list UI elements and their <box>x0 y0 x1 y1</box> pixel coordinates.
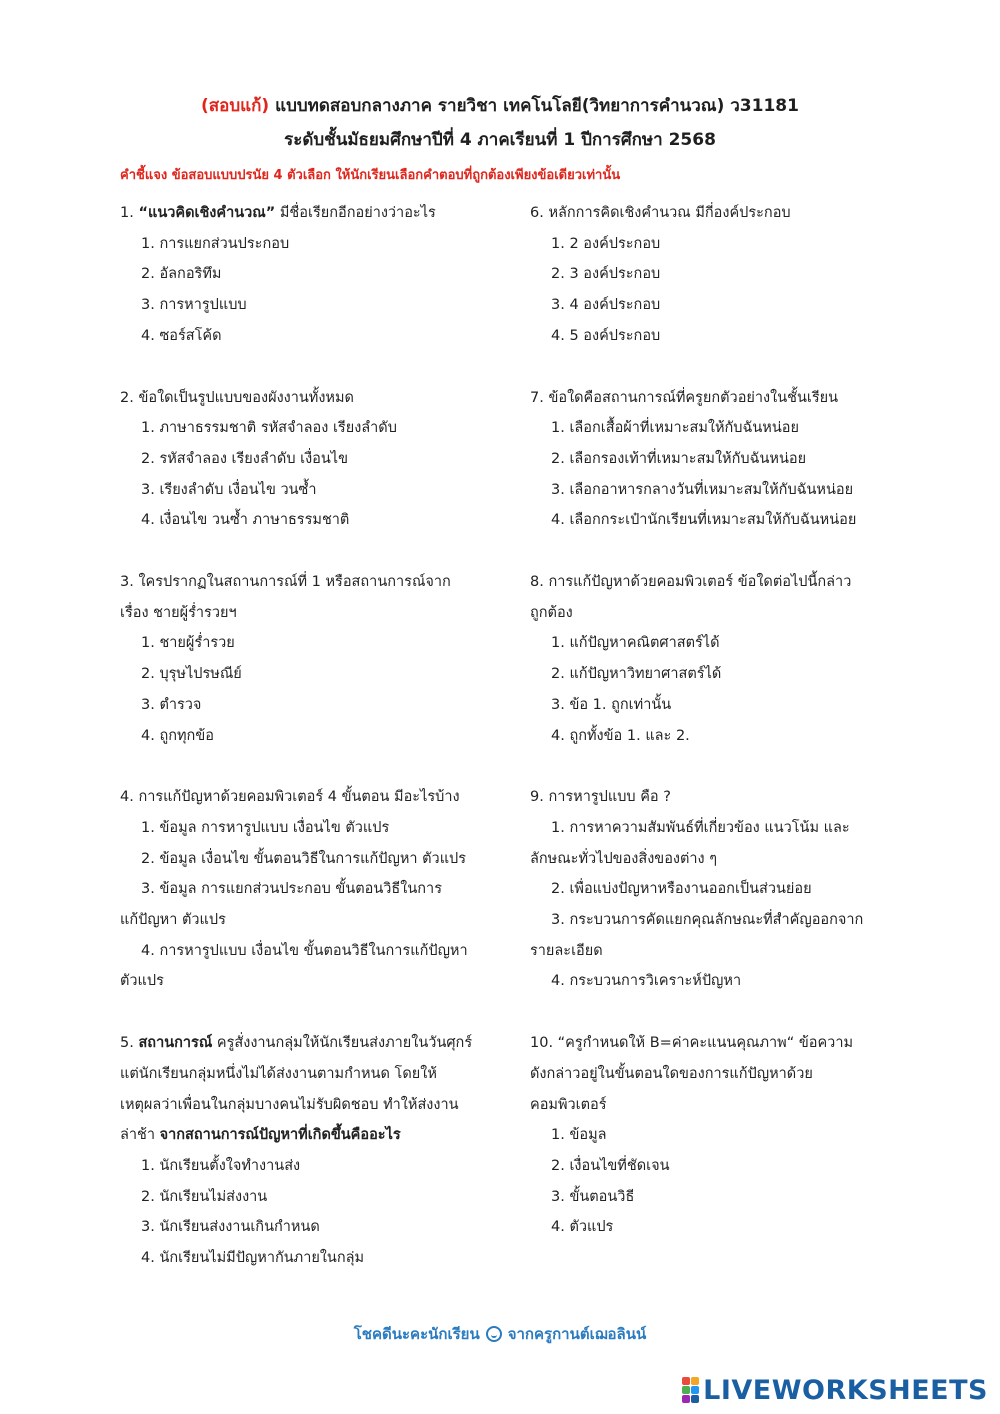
question-text: 9. การหารูปแบบ คือ ? <box>530 789 671 806</box>
logo-text: LIVEWORKSHEETS <box>703 1374 988 1406</box>
answer-option[interactable]: 1. แก้ปัญหาคณิตศาสตร์ได้ <box>551 635 720 652</box>
answer-option-cont[interactable]: รายละเอียด <box>530 942 603 959</box>
question-text: 4. การแก้ปัญหาด้วยคอมพิวเตอร์ 4 ขั้นตอน มีอะไรบ้าง <box>120 789 460 806</box>
answer-option[interactable]: 3. นักเรียนส่งงานเกินกำหนด <box>141 1219 320 1236</box>
logo-block <box>682 1386 690 1394</box>
question-text-cont: แต่นักเรียนกลุ่มหนึ่งไม่ได้ส่งงานตามกำหนด โดยให้ <box>120 1065 437 1082</box>
question-5 <box>120 1028 490 1274</box>
question-number: 5. <box>120 1035 134 1052</box>
footer-message <box>0 1322 1000 1346</box>
answer-option[interactable]: 4. ตัวแปร <box>551 1219 614 1236</box>
logo-block <box>682 1395 690 1403</box>
question-keyword: “แนวคิดเชิงคำนวณ” <box>138 205 276 221</box>
answer-option[interactable]: 1. ข้อมูล การหารูปแบบ เงื่อนไข ตัวแปร <box>141 819 390 836</box>
question-text: 6. หลักการคิดเชิงคำนวณ มีกี่องค์ประกอบ <box>530 205 791 221</box>
logo-block <box>691 1386 699 1394</box>
answer-option[interactable]: 2. เพื่อแบ่งปัญหาหรืองานออกเป็นส่วนย่อย <box>551 881 812 898</box>
right-column <box>530 198 900 1274</box>
question-text: 7. ข้อใดคือสถานการณ์ที่ครูยกตัวอย่างในชั้นเรียน <box>530 389 839 406</box>
logo-block <box>691 1377 699 1385</box>
question-3 <box>120 567 490 751</box>
logo-block <box>691 1395 699 1403</box>
answer-option[interactable]: 1. 2 องค์ประกอบ <box>551 235 661 252</box>
answer-option[interactable]: 2. 3 องค์ประกอบ <box>551 266 661 283</box>
question-1 <box>120 198 490 352</box>
answer-option[interactable]: 3. กระบวนการคัดแยกคุณลักษณะที่สำคัญออกจาก <box>551 912 864 929</box>
footer-text: โชคดีนะคะนักเรียน <box>353 1325 480 1343</box>
answer-option-cont[interactable]: ตัวแปร <box>120 973 164 990</box>
question-text: 3. ใครปรากฏในสถานการณ์ที่ 1 หรือสถานการณ์จาก <box>120 574 451 591</box>
question-rest: ครูสั่งงานกลุ่มให้นักเรียนส่งภายในวันศุกร์ <box>216 1035 473 1052</box>
answer-option[interactable]: 3. ตำรวจ <box>141 696 202 713</box>
question-number: 1. <box>120 205 134 221</box>
question-text: 10. “ครูกำหนดให้ B=ค่าคะแนนคุณภาพ“ ข้อความ <box>530 1035 854 1052</box>
question-rest: ล่าช้า <box>120 1127 156 1144</box>
answer-option[interactable]: 3. เรียงลำดับ เงื่อนไข วนซ้ำ <box>141 481 317 498</box>
answer-option-cont[interactable]: แก้ปัญหา ตัวแปร <box>120 912 226 929</box>
question-10 <box>530 1028 900 1243</box>
answer-option[interactable]: 4. ซอร์สโค้ด <box>141 327 222 344</box>
answer-option[interactable]: 1. ข้อมูล <box>551 1127 607 1144</box>
question-text: 2. ข้อใดเป็นรูปแบบของผังงานทั้งหมด <box>120 389 354 406</box>
question-text-cont: ดังกล่าวอยู่ในขั้นตอนใดของการแก้ปัญหาด้วย <box>530 1065 813 1082</box>
answer-option[interactable]: 3. ข้อ 1. ถูกเท่านั้น <box>551 696 672 713</box>
answer-option[interactable]: 4. กระบวนการวิเคราะห์ปัญหา <box>551 973 742 990</box>
question-rest: มีชื่อเรียกอีกอย่างว่าอะไร <box>279 205 436 221</box>
answer-option[interactable]: 3. ข้อมูล การแยกส่วนประกอบ ขั้นตอนวิธีในการ <box>141 881 442 898</box>
answer-option[interactable]: 1. ชายผู้ร่ำรวย <box>141 635 235 652</box>
answer-option[interactable]: 1. การแยกส่วนประกอบ <box>141 235 290 252</box>
answer-option[interactable]: 2. แก้ปัญหาวิทยาศาสตร์ได้ <box>551 666 722 683</box>
answer-option[interactable]: 4. ถูกทั้งข้อ 1. และ 2. <box>551 727 690 744</box>
answer-option[interactable]: 4. นักเรียนไม่มีปัญหากันภายในกลุ่ม <box>141 1250 365 1267</box>
question-text <box>120 198 490 229</box>
retake-tag: (สอบแก้) <box>201 96 270 116</box>
answer-option[interactable]: 3. ขั้นตอนวิธี <box>551 1188 635 1205</box>
answer-option[interactable]: 2. ข้อมูล เงื่อนไข ขั้นตอนวิธีในการแก้ปัญหา ตัวแปร <box>141 850 467 867</box>
exam-title: แบบทดสอบกลางภาค รายวิชา เทคโนโลยี(วิทยาการคำนวณ) ว31181 <box>275 96 799 116</box>
left-column <box>120 198 490 1305</box>
answer-option[interactable]: 2. เลือกรองเท้าที่เหมาะสมให้กับฉันหน่อย <box>551 450 807 467</box>
exam-subtitle: ระดับชั้นมัธยมศึกษาปีที่ 4 ภาคเรียนที่ 1 ปีการศึกษา 2568 <box>284 130 716 150</box>
liveworksheets-logo[interactable] <box>682 1372 988 1408</box>
answer-option[interactable]: 2. เงื่อนไขที่ชัดเจน <box>551 1157 670 1174</box>
footer-signature: จากครูกานต์เฌอลินน์ <box>507 1325 647 1343</box>
answer-option[interactable]: 2. บุรุษไปรษณีย์ <box>141 666 242 683</box>
answer-option[interactable]: 2. รหัสจำลอง เรียงลำดับ เงื่อนไข <box>141 450 349 467</box>
exam-title-line1 <box>0 92 1000 119</box>
logo-block <box>682 1377 690 1385</box>
answer-option[interactable]: 4. เงื่อนไข วนซ้ำ ภาษาธรรมชาติ <box>141 512 350 529</box>
question-8 <box>530 567 900 751</box>
answer-option[interactable]: 2. อัลกอริทึม <box>141 266 222 283</box>
answer-option[interactable]: 1. นักเรียนตั้งใจทำงานส่ง <box>141 1157 301 1174</box>
question-text-cont: ถูกต้อง <box>530 604 573 621</box>
question-6 <box>530 198 900 352</box>
answer-option[interactable]: 4. เลือกกระเป๋านักเรียนที่เหมาะสมให้กับฉันหน่อย <box>551 512 857 529</box>
question-9 <box>530 782 900 997</box>
answer-option[interactable]: 3. 4 องค์ประกอบ <box>551 297 661 314</box>
question-text: 8. การแก้ปัญหาด้วยคอมพิวเตอร์ ข้อใดต่อไปนี้กล่าว <box>530 574 852 591</box>
question-text-cont: เรื่อง ชายผู้ร่ำรวยฯ <box>120 604 237 621</box>
answer-option[interactable]: 1. เลือกเสื้อผ้าที่เหมาะสมให้กับฉันหน่อย <box>551 420 799 437</box>
question-text-cont: คอมพิวเตอร์ <box>530 1096 607 1113</box>
answer-option[interactable]: 1. ภาษาธรรมชาติ รหัสจำลอง เรียงลำดับ <box>141 420 397 437</box>
question-text-cont: เหตุผลว่าเพื่อนในกลุ่มบางคนไม่รับผิดชอบ ทำให้ส่งงาน <box>120 1096 459 1113</box>
logo-mark-icon <box>682 1377 699 1403</box>
question-keyword: สถานการณ์ <box>138 1035 213 1052</box>
instructions: คำชี้แจง ข้อสอบแบบปรนัย 4 ตัวเลือก ให้นักเรียนเลือกคำตอบที่ถูกต้องเพียงข้อเดียวเท่านั้น <box>120 168 621 183</box>
answer-option[interactable]: 4. ถูกทุกข้อ <box>141 727 214 744</box>
answer-option[interactable]: 3. การหารูปแบบ <box>141 297 247 314</box>
answer-option[interactable]: 3. เลือกอาหารกลางวันที่เหมาะสมให้กับฉันหน่อย <box>551 481 854 498</box>
question-text <box>120 1028 490 1059</box>
answer-option-cont[interactable]: ลักษณะทั่วไปของสิ่งของต่าง ๆ <box>530 850 718 867</box>
question-4 <box>120 782 490 997</box>
question-2 <box>120 383 490 537</box>
answer-option[interactable]: 4. การหารูปแบบ เงื่อนไข ขั้นตอนวิธีในการแก้ปัญหา <box>141 942 468 959</box>
smiley-icon <box>486 1326 502 1342</box>
answer-option[interactable]: 2. นักเรียนไม่ส่งงาน <box>141 1188 268 1205</box>
question-text-cont <box>120 1120 490 1151</box>
answer-option[interactable]: 1. การหาความสัมพันธ์ที่เกี่ยวข้อง แนวโน้ม และ <box>551 819 850 836</box>
question-7 <box>530 383 900 537</box>
question-prompt: จากสถานการณ์ปัญหาที่เกิดขึ้นคืออะไร <box>159 1127 401 1144</box>
answer-option[interactable]: 4. 5 องค์ประกอบ <box>551 327 661 344</box>
